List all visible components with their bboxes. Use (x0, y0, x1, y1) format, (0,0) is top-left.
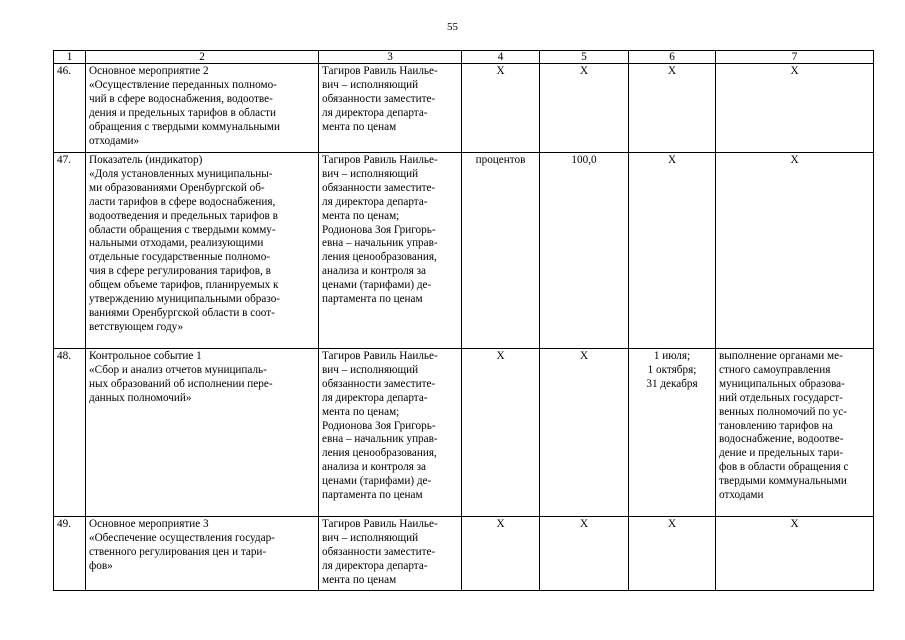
row-number: 48. (54, 349, 86, 517)
table-row (54, 349, 874, 517)
row-date: X (629, 153, 716, 349)
row-result: X (716, 153, 874, 349)
row-name: Показатель (индикатор) «Доля установленных муниципальны- ми образованиями Оренбургской об- ласти тарифов в сфере водоснабжения, водоотведения и предельных тарифов в области обращения с твердыми комму- нальными отходами, реализующими отдельные государственные полномо- чия в сфере регулирования тарифов, в общем объеме тарифов, планируемых к утверждению муниципальными образо- ваниями Оренбургской области в соот- ветствующем году» (86, 153, 319, 349)
row-responsible: Тагиров Равиль Наилье- вич – исполняющий обязанности заместите- ля директора департа- мента по ценам; Родионова Зоя Григорь- евна – начальник управ- ления ценообразования, анализа и контроля за ценами (тарифами) де- партамента по ценам (319, 153, 462, 349)
row-value: X (540, 517, 629, 591)
row-number: 46. (54, 64, 86, 153)
row-value: 100,0 (540, 153, 629, 349)
row-name: Основное мероприятие 3 «Обеспечение осуществления государ- ственного регулирования цен и тари- фов» (86, 517, 319, 591)
row-unit: X (462, 517, 540, 591)
program-table (53, 50, 874, 591)
row-responsible: Тагиров Равиль Наилье- вич – исполняющий обязанности заместите- ля директора департа- мента по ценам (319, 517, 462, 591)
row-number: 47. (54, 153, 86, 349)
row-result: выполнение органами ме- стного самоуправления муниципальных образова- ний отдельных государст- венных полномочий по ус- тановлению тарифов на водоснабжение, водоотве- дение и предельных тари- фов в области обращения с твердыми коммунальными отходами (716, 349, 874, 517)
column-number-row (54, 51, 874, 64)
row-date: X (629, 64, 716, 153)
column-header: 7 (716, 51, 874, 64)
row-result: X (716, 517, 874, 591)
table-row (54, 153, 874, 349)
table-row (54, 517, 874, 591)
table-row (54, 64, 874, 153)
column-header: 1 (54, 51, 86, 64)
column-header: 3 (319, 51, 462, 64)
row-value: X (540, 349, 629, 517)
row-responsible: Тагиров Равиль Наилье- вич – исполняющий обязанности заместите- ля директора департа- мента по ценам; Родионова Зоя Григорь- евна – начальник управ- ления ценообразования, анализа и контроля за ценами (тарифами) де- партамента по ценам (319, 349, 462, 517)
row-result: X (716, 64, 874, 153)
row-date: X (629, 517, 716, 591)
row-name: Контрольное событие 1 «Сбор и анализ отчетов муниципаль- ных образований об исполнении пере- данных полномочий» (86, 349, 319, 517)
page-number: 55 (447, 21, 458, 33)
row-unit: X (462, 349, 540, 517)
row-name: Основное мероприятие 2 «Осуществление переданных полномо- чий в сфере водоснабжения, водоотве- дения и предельных тарифов в области обращения с твердыми коммунальными отходами» (86, 64, 319, 153)
column-header: 4 (462, 51, 540, 64)
column-header: 5 (540, 51, 629, 64)
row-value: X (540, 64, 629, 153)
row-unit: процентов (462, 153, 540, 349)
column-header: 2 (86, 51, 319, 64)
row-responsible: Тагиров Равиль Наилье- вич – исполняющий обязанности заместите- ля директора департа- мента по ценам (319, 64, 462, 153)
row-unit: X (462, 64, 540, 153)
row-date: 1 июля; 1 октября; 31 декабря (629, 349, 716, 517)
column-header: 6 (629, 51, 716, 64)
row-number: 49. (54, 517, 86, 591)
